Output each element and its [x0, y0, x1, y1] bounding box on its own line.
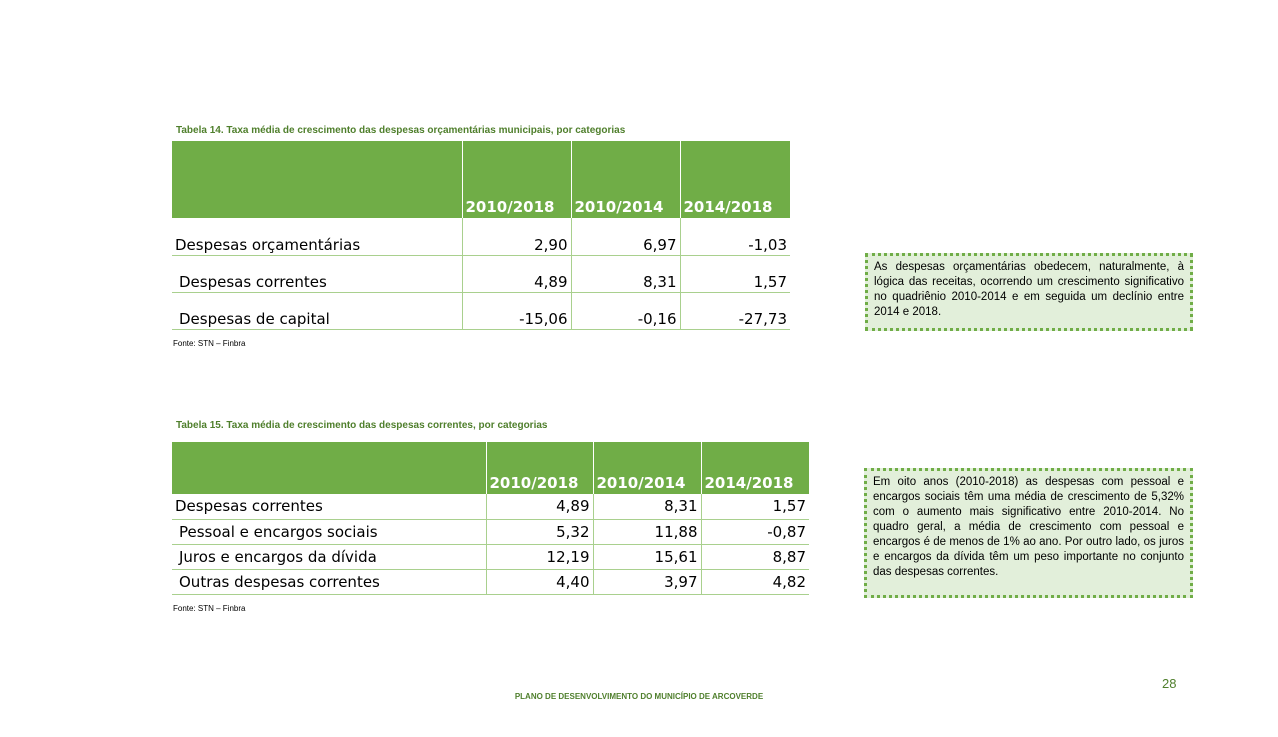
table14-header-2010-2014: 2010/2014: [571, 141, 680, 218]
table15: [172, 442, 809, 595]
row-label: Juros e encargos da dívida: [172, 544, 486, 569]
table-row: [172, 255, 790, 292]
note-box-2: Em oito anos (2010-2018) as despesas com pessoal e encargos sociais têm uma média de crescimento de 5,32% com o aumento mais significativo entre 2010-2014. No quadro geral, a média de crescimento com pessoal e encargos é de menos de 1% ao ano. Por outro lado, os juros e encargos da dívida têm um peso importante no conjunto das despesas correntes.: [864, 468, 1193, 598]
cell-value: 1,57: [680, 255, 790, 292]
cell-value: 2,90: [462, 218, 571, 255]
table-row: [172, 519, 809, 544]
cell-value: 8,31: [571, 255, 680, 292]
cell-value: 8,31: [593, 494, 701, 519]
cell-value: 4,89: [486, 494, 593, 519]
cell-value: 4,40: [486, 569, 593, 594]
row-label: Pessoal e encargos sociais: [172, 519, 486, 544]
table14-header-2014-2018: 2014/2018: [680, 141, 790, 218]
cell-value: 4,89: [462, 255, 571, 292]
row-label: Despesas correntes: [172, 255, 462, 292]
table14: [172, 141, 790, 330]
table14-source: Fonte: STN – Finbra: [173, 339, 246, 348]
row-label: Despesas de capital: [172, 292, 462, 329]
cell-value: -0,87: [701, 519, 809, 544]
cell-value: 11,88: [593, 519, 701, 544]
page-number: 28: [1162, 676, 1177, 691]
cell-value: 15,61: [593, 544, 701, 569]
table-row: [172, 218, 790, 255]
table-row: [172, 494, 809, 519]
cell-value: 1,57: [701, 494, 809, 519]
table15-header-2010-2014: 2010/2014: [593, 442, 701, 494]
cell-value: 12,19: [486, 544, 593, 569]
row-label: Despesas orçamentárias: [172, 218, 462, 255]
table-row: [172, 544, 809, 569]
note-box-1: As despesas orçamentárias obedecem, naturalmente, à lógica das receitas, ocorrendo um crescimento significativo no quadriênio 2010-2014 e em seguida um declínio entre 2014 e 2018.: [865, 253, 1193, 331]
row-label: Outras despesas correntes: [172, 569, 486, 594]
row-label: Despesas correntes: [172, 494, 486, 519]
table14-caption: Tabela 14. Taxa média de crescimento das despesas orçamentárias municipais, por categorias: [176, 125, 626, 136]
cell-value: 4,82: [701, 569, 809, 594]
table-row: [172, 292, 790, 329]
cell-value: 8,87: [701, 544, 809, 569]
table14-header-2010-2018: 2010/2018: [462, 141, 571, 218]
table15-header-2010-2018: 2010/2018: [486, 442, 593, 494]
table15-header-blank: [172, 442, 486, 494]
cell-value: 3,97: [593, 569, 701, 594]
table15-source: Fonte: STN – Finbra: [173, 604, 246, 613]
table15-header-2014-2018: 2014/2018: [701, 442, 809, 494]
cell-value: -15,06: [462, 292, 571, 329]
table15-header-row: [172, 442, 809, 494]
table-row: [172, 569, 809, 594]
page-footer: PLANO DE DESENVOLVIMENTO DO MUNICÍPIO DE ARCOVERDE: [514, 692, 764, 701]
cell-value: 6,97: [571, 218, 680, 255]
table15-caption: Tabela 15. Taxa média de crescimento das despesas correntes, por categorias: [176, 420, 548, 431]
table14-header-blank: [172, 141, 462, 218]
cell-value: -0,16: [571, 292, 680, 329]
cell-value: -1,03: [680, 218, 790, 255]
table14-header-row: [172, 141, 790, 218]
cell-value: 5,32: [486, 519, 593, 544]
cell-value: -27,73: [680, 292, 790, 329]
